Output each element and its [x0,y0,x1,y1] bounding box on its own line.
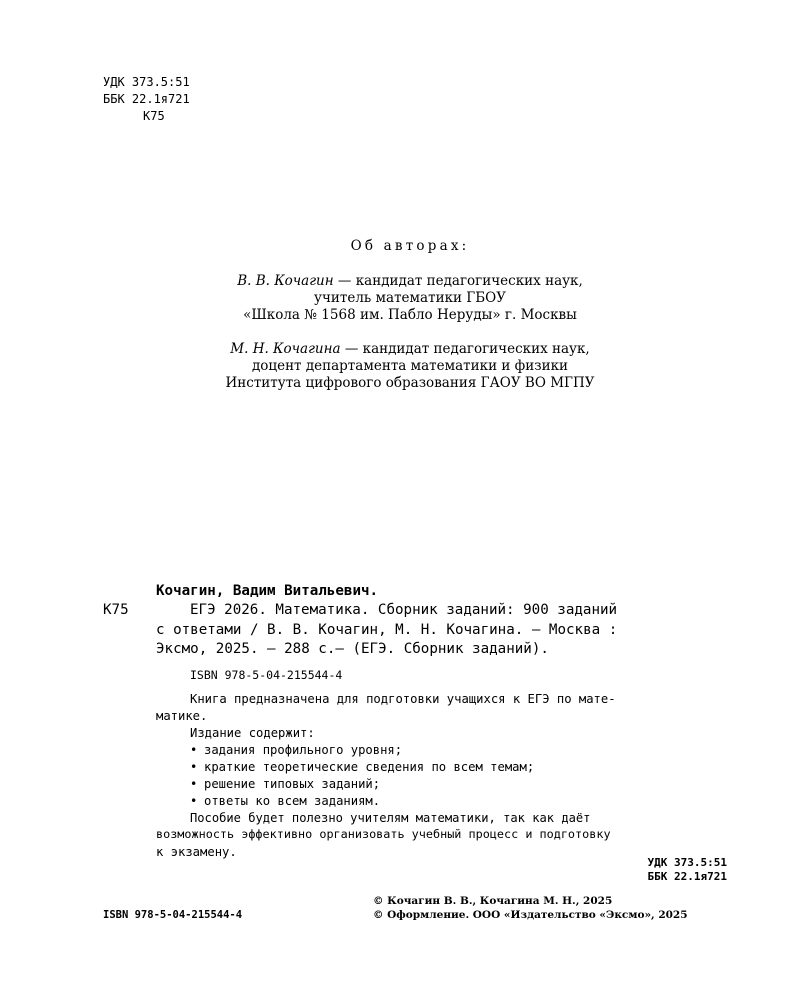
copyright-authors: © Кочагин В. В., Кочагина М. Н., 2025 [373,895,613,907]
bib-author-heading: Кочагин, Вадим Витальевич. [156,583,379,599]
footer-bbk: ББК 22.1я721 [647,870,727,883]
author-mark: К75 [143,109,165,123]
udk-code: УДК 373.5:51 [103,75,190,89]
author1-line2: учитель математики ГБОУ [314,290,506,306]
bullet-icon: • [190,777,198,791]
bullet-icon: • [190,794,198,808]
author1-degree: — кандидат педагогических наук, [333,273,583,289]
annotation-intro-line1: Книга предназначена для подготовки учащихся к ЕГЭ по мате- [190,692,616,706]
footer-udk: УДК 373.5:51 [647,856,727,869]
bbk-code: ББК 22.1я721 [103,92,190,106]
closing-line1: Пособие будет полезно учителям математики, так как даёт [190,811,591,825]
about-authors-heading: Об авторах: [350,238,470,254]
bib-isbn: ISBN 978-5-04-215544-4 [190,668,343,682]
bullet-icon: • [190,743,198,757]
list-item: • решение типовых заданий; [190,777,381,791]
bib-line-1: ЕГЭ 2026. Математика. Сборник заданий: 900 заданий [190,602,618,618]
annotation-intro-line2: матике. [156,709,208,723]
author2-line2: доцент департамента математики и физики [251,358,569,374]
bullet-icon: • [190,760,198,774]
author1-name: В. В. Кочагин [237,273,334,289]
bib-line-3: Эксмо, 2025. — 288 с.— (ЕГЭ. Сборник заданий). [156,641,549,657]
bib-line-2: с ответами / В. В. Кочагин, М. Н. Кочагина. — Москва : [156,622,618,638]
bib-mark: К75 [103,602,129,618]
footer-isbn: ISBN 978-5-04-215544-4 [103,909,243,921]
closing-line3: к экзамену. [156,845,237,859]
copyright-design: © Оформление. ООО «Издательство «Эксмо», 2025 [373,909,688,921]
author2-degree: — кандидат педагогических наук, [340,341,590,357]
list-item: • краткие теоретические сведения по всем темам; [190,760,535,774]
author2-name: М. Н. Кочагина [230,341,341,357]
author2-line3: Института цифрового образования ГАОУ ВО МГПУ [225,375,595,391]
author1-line1 [100,275,720,289]
list-item: • задания профильного уровня; [190,743,403,757]
list-item: • ответы ко всем заданиям. [190,794,381,808]
closing-line2: возможность эффективно организовать учебный процесс и подготовку [156,827,611,841]
author1-line3: «Школа № 1568 им. Пабло Неруды» г. Москвы [243,307,577,323]
author2-line1 [100,343,720,357]
contents-heading: Издание содержит: [190,726,315,740]
